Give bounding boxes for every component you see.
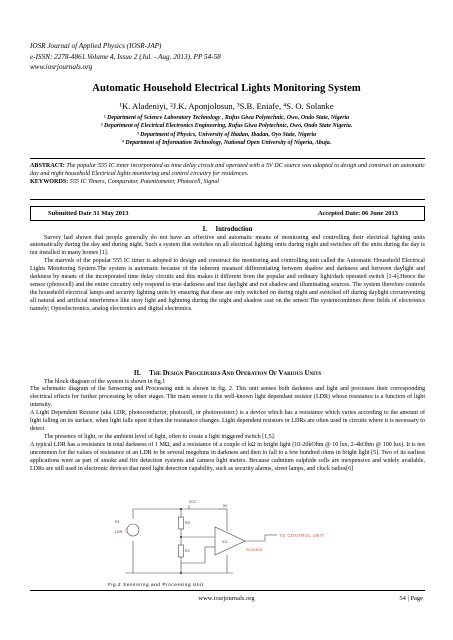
- abstract-label: ABSTRACT:: [30, 163, 65, 169]
- design-paragraph-1: The block diagram of the system is shown in fig.1: [44, 378, 166, 385]
- journal-name: IOSR Journal of Applied Physics (IOSR-JAP): [30, 42, 162, 50]
- resistor-r3: [179, 517, 184, 529]
- author-list: ¹K. Aladeniyi, ²J.K. Aponjolosun, ³S.B. Eniafe, ⁴S. O. Solanke: [119, 101, 334, 111]
- journal-url[interactable]: www.iosrjournals.org: [30, 63, 93, 71]
- keywords-text: 555 IC Timers, Comparator, Potentiometer, Photocell, Signal: [68, 179, 220, 186]
- fig-r2-label: R2: [185, 549, 190, 553]
- fig-vcc-label: VCC: [189, 500, 197, 504]
- fig-supply-label: 5V: [223, 504, 228, 508]
- fig-ldr-label: LDR: [115, 530, 123, 534]
- fig-part-label: RCA/3S8: [246, 548, 262, 552]
- design-paragraph-5: A typical LDR has a resistance in total darkness of 1 MΩ, and a resistance of a couple of kΩ in bright light (10-20kOhm @ 10 lux, 2-4kOhm @ 100 lux). It is not uncommon for the values of resistance of an LDR to be several megohms in darkness and then to fall to a few hundred ohms in bright light [5]. Two of its earliest applications were as part of smoke and fire detection systems and camera light meters. Because cadmium sulphide cells are inexpensive and widely available, LDRs are still used in electronic devices that need light detection capability, such as security alarms, street lamps, and clock radios[6]: [30, 442, 425, 472]
- ldr-symbol: [127, 524, 139, 536]
- journal-header: [30, 41, 430, 73]
- fig-output-label: TO CONTROL UNIT: [279, 533, 325, 538]
- dates-box: [30, 206, 425, 221]
- fig-r3-label: R3: [185, 521, 190, 525]
- fig-r1-label: R1: [115, 520, 120, 524]
- submitted-date: Submitted Date 31 May 2013: [48, 209, 129, 217]
- affiliation-4: ⁴ Department of Information Technology, National Open University of Nigeria, Abuja.: [121, 140, 332, 147]
- affiliation-list: [20, 114, 433, 148]
- fig-opamp-label: IC1: [222, 540, 228, 544]
- figure-caption: Fig.2 Sensoring and Processing Unit: [108, 582, 204, 587]
- design-paragraph-4: The presence of light, or the ambient level of light, often to create a light triggered switch [1,5].: [44, 434, 276, 441]
- keywords-label: KEYWORDS:: [30, 179, 69, 186]
- intro-paragraph-2: The marvels of the popular 555 IC timer is adopted to design and construct the monitoring and controlling unit called the Automatic Household Electrical Lights Monitoring System.The system is automatic because of the inherent meansof differentiating between shadow and darkness and between daylight and darkness by means of the incorporated time delay circuits and this makes it different from the popular and ordinary light/dark operated switch [1-4].Hence the sensor (photocell) and the entire circuitry only respond to true darkness and true daylight and not shadow and illuminating sources. The system therefore controls the household electrical lamps and security lighting units by ensuring that these are only switched on during night and switched off during daylight circumventing all natural and artificial interference like stray light and lightning during the night and shadow cast on the sensor.The systemcombines three fields of electronics namely; Optoelectronics, analog electronics and digital electronics.: [30, 258, 425, 313]
- design-paragraph-3: A Light Dependent Resistor (aka LDR, photoconductor, photocell, or photoresistor.) is a device which has a resistance which varies according to the amount of light falling on its surface, when light falls upon it then the resistance changes. Light dependent resistors or LDRs are often used in circuits where it is necessary to detect: [30, 410, 425, 433]
- journal-issn: e-ISSN: 2278-4861.Volume 4, Issue 2 (Jul. - Aug. 2013), PP 54-58: [30, 52, 221, 61]
- intro-heading: I. Introduction: [202, 226, 253, 233]
- design-body: [30, 379, 425, 474]
- affiliation-2: ² Department of Electrical Electronics Engineering, Rufus Giwa Polytechnic, Owo, Ondo State Nigeria.: [100, 123, 353, 130]
- footer-rule: [30, 590, 425, 591]
- abstract-bottom-rule: [30, 199, 425, 200]
- resistor-r2: [179, 545, 184, 557]
- abstract-top-rule: [30, 158, 425, 159]
- abstract-text: The popular 555 IC timer incorporated as time delay circuit and operated with a 5V DC source was adapted to design and construct an automatic day and night household Electrical lights monitoring and control circuitry for residences.: [30, 163, 425, 178]
- abstract-block: [30, 162, 425, 187]
- design-heading: II. The Design Procedures And Operation Of Various Units: [133, 370, 322, 377]
- intro-paragraph-1: Survey had shown that people generally do not have an effective and automatic means of monitoring and controlling their electrical lighting units automatically during the day and during night. Such a system that switches on all electrical lighting units during night and switches off the units during the day is not installed in many homes [1].: [30, 234, 425, 257]
- affiliation-1: ¹ Department of Science Laboratory Technology , Rufus Giwa Polytechnic, Owo, Ondo State, Nigeria: [103, 115, 350, 121]
- design-paragraph-2: The schematic diagram of the Sensoring and Processing unit is shown in fig. 2. This unit senses both darkness and light and processes their corresponding electrical effects for further processing by other stages. The main sensor is the well-known light dependant resistor (LDR) whose resistance is a function of light intensity.: [30, 386, 425, 409]
- paper-title: Automatic Household Electrical Lights Monitoring System: [92, 83, 361, 94]
- opamp-symbol: [215, 527, 245, 555]
- page-number: 54 | Page: [399, 595, 423, 602]
- circuit-diagram: [105, 497, 345, 587]
- intro-body: [30, 235, 425, 315]
- accepted-date: Accepted Date: 06 June 2013: [317, 209, 398, 217]
- footer-url[interactable]: www.iosrjournals.org: [198, 595, 255, 602]
- affiliation-3: ³ Department of Physics, University of Ibadan, Ibadan, Oyo State, Nigeria: [136, 131, 317, 138]
